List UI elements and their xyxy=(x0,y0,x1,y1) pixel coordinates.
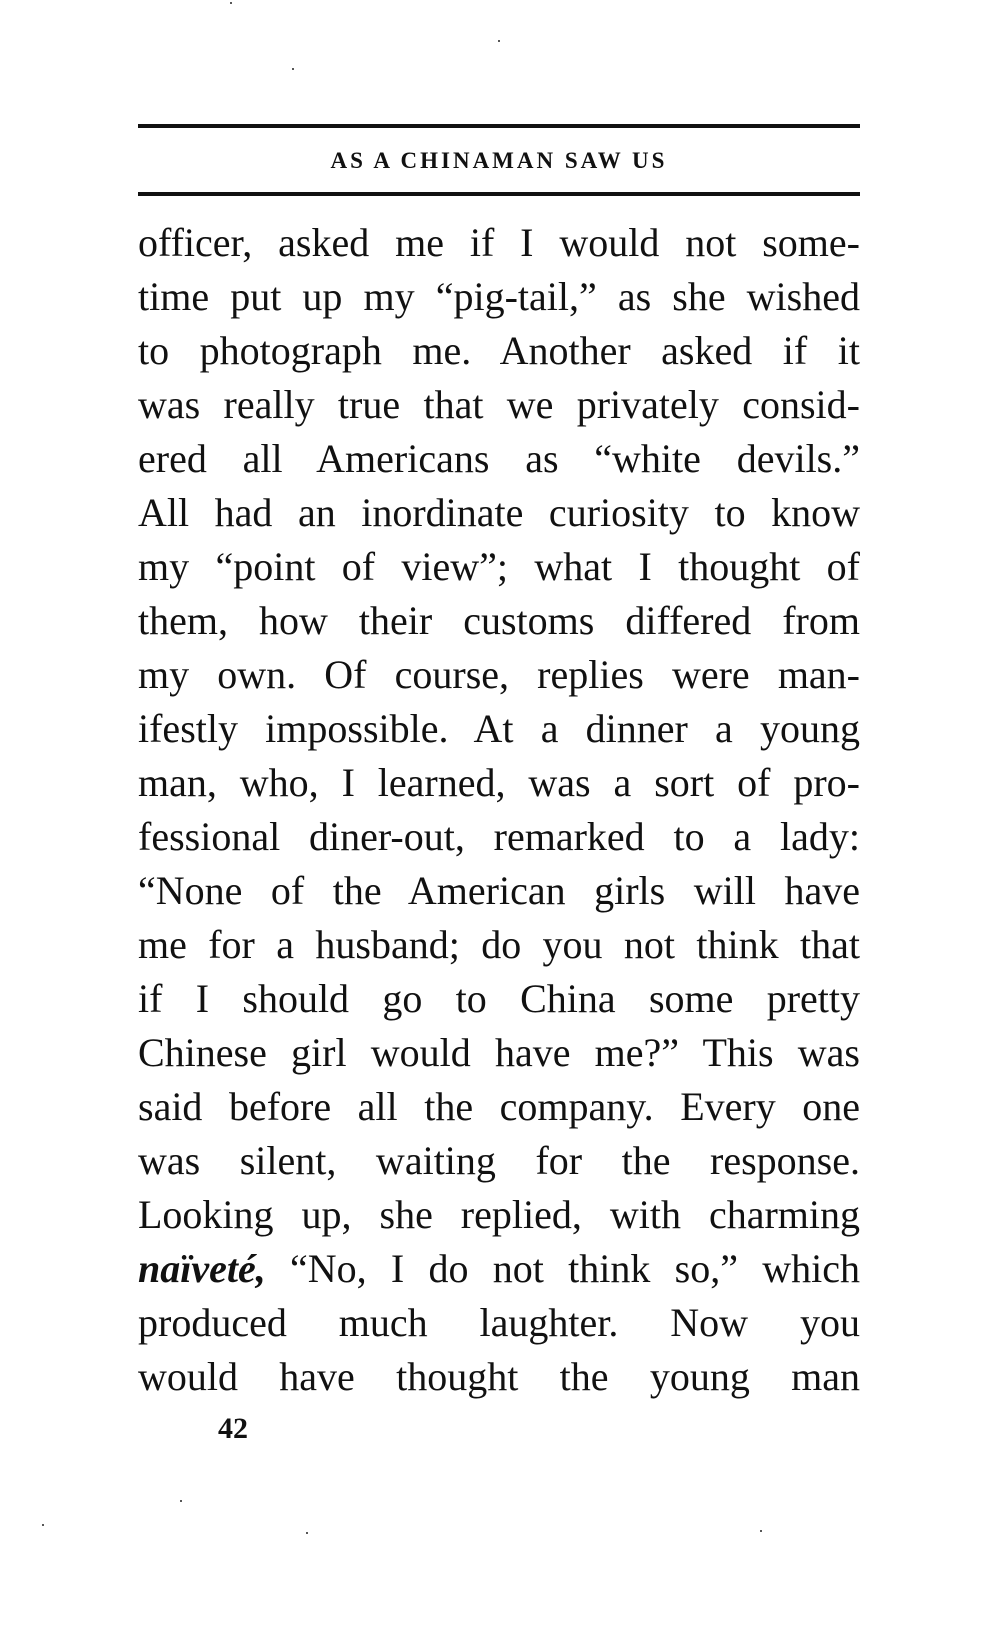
text-line: time put up my “pig-tail,” as she wished xyxy=(138,274,860,319)
text-line: All had an inordinate curiosity to know xyxy=(138,490,860,535)
print-speck xyxy=(292,68,294,70)
print-speck xyxy=(306,1532,308,1534)
text-line xyxy=(138,1242,860,1296)
text-line: man, who, I learned, was a sort of pro- xyxy=(138,760,860,805)
text-line: fessional diner-out, remarked to a lady: xyxy=(138,814,860,859)
text-line: “None of the American girls will have xyxy=(138,868,860,913)
header-top-rule xyxy=(138,124,860,128)
italic-word: naïveté, xyxy=(138,1246,266,1291)
text-line: said before all the company. Every one xyxy=(138,1084,860,1129)
print-speck xyxy=(760,1530,762,1532)
text-line: them, how their customs differed from xyxy=(138,598,860,643)
text-line: officer, asked me if I would not some- xyxy=(138,220,860,265)
page-number: 42 xyxy=(218,1412,248,1445)
text-line: ifestly impossible. At a dinner a young xyxy=(138,706,860,751)
text-line: ered all Americans as “white devils.” xyxy=(138,436,860,481)
text-run: “No, I do not think so,” which xyxy=(265,1246,860,1291)
text-line: produced much laughter. Now you xyxy=(138,1300,860,1345)
header-bottom-rule xyxy=(138,192,860,196)
print-speck xyxy=(42,1524,44,1526)
body-text xyxy=(138,216,860,1404)
text-line: me for a husband; do you not think that xyxy=(138,922,860,967)
text-line: Chinese girl would have me?” This was xyxy=(138,1030,860,1075)
text-line: Looking up, she replied, with charming xyxy=(138,1192,860,1237)
text-line: would have thought the young man xyxy=(138,1354,860,1399)
text-line: was really true that we privately consid- xyxy=(138,382,860,427)
text-line: my own. Of course, replies were man- xyxy=(138,652,860,697)
text-line: if I should go to China some pretty xyxy=(138,976,860,1021)
running-head: AS A CHINAMAN SAW US xyxy=(330,148,668,173)
text-line: to photograph me. Another asked if it xyxy=(138,328,860,373)
print-speck xyxy=(498,40,500,42)
print-speck xyxy=(180,1500,182,1502)
text-line: was silent, waiting for the response. xyxy=(138,1138,860,1183)
text-line: my “point of view”; what I thought of xyxy=(138,544,860,589)
print-speck xyxy=(230,2,232,4)
